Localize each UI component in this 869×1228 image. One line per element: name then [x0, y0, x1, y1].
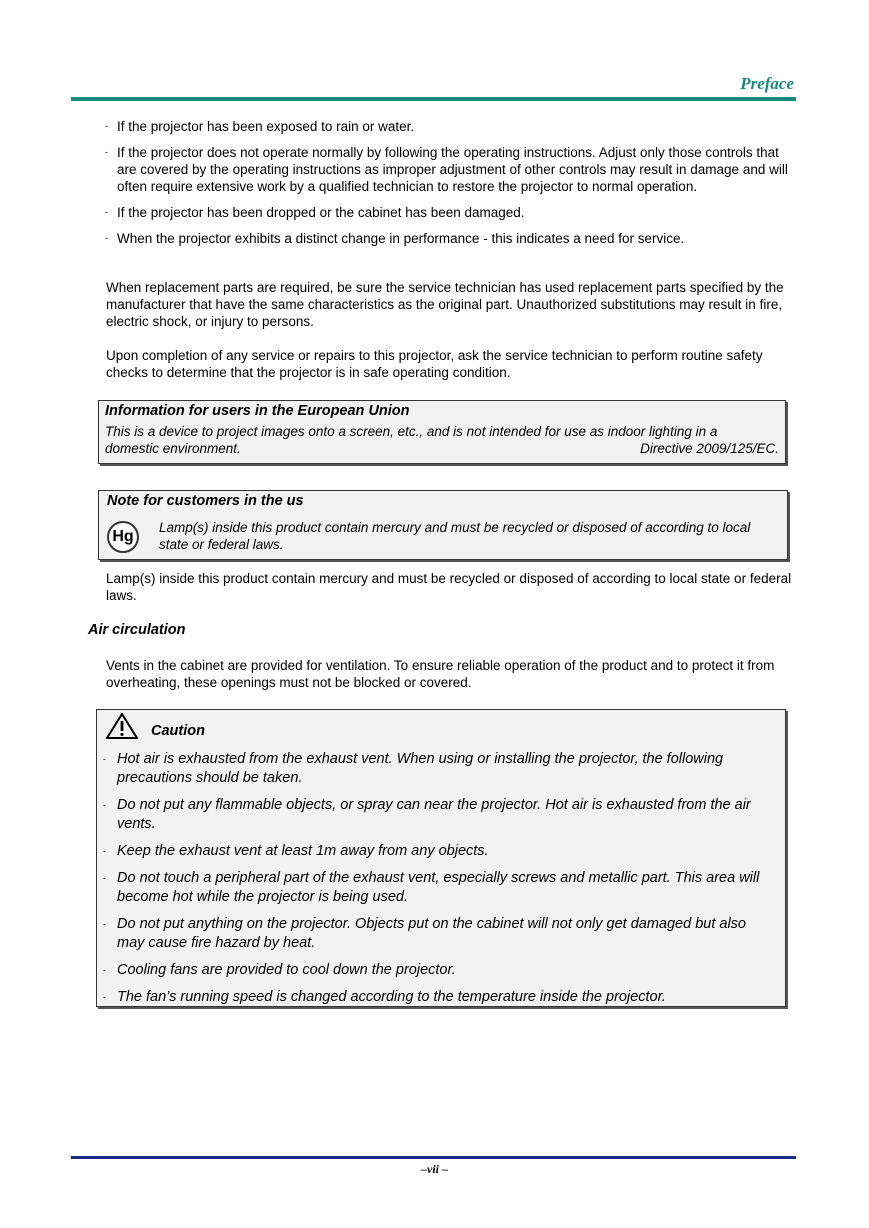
list-item	[105, 204, 795, 221]
safety-check-paragraph: Upon completion of any service or repairs to this projector, ask the service technician to perform routine safety checks to determine that the projector is in safe operating condition.	[106, 348, 763, 380]
list-item-text: If the projector does not operate normally by following the operating instructions. Adjust only those controls that are covered by the operating instructions as improper adjustment of other controls may result in damage and will often require extensive work by a qualified technician to restore the projector to normal operation.	[117, 145, 788, 194]
list-item	[103, 988, 773, 1007]
caution-header	[105, 712, 205, 740]
list-item-text: Do not put any flammable objects, or spray can near the projector. Hot air is exhausted from the air vents.	[117, 797, 751, 832]
bullet-marker: -	[103, 846, 106, 856]
page-number: –vii –	[421, 1162, 448, 1176]
list-item-text: When the projector exhibits a distinct change in performance - this indicates a need for service.	[117, 231, 685, 246]
list-item-text: Do not touch a peripheral part of the exhaust vent, especially screws and metallic part. This area will become hot while the projector is being used.	[117, 870, 760, 905]
bullet-marker: -	[103, 919, 106, 929]
footer-rule	[71, 1156, 796, 1159]
bullet-marker: -	[103, 873, 106, 883]
list-item	[105, 118, 795, 135]
caution-box	[96, 709, 786, 1007]
bullet-marker: -	[103, 965, 106, 975]
eu-box-text: This is a device to project images onto a screen, etc., and is not intended for use as indoor lighting in a	[105, 424, 718, 439]
list-item-text: If the projector has been dropped or the cabinet has been damaged.	[117, 205, 525, 220]
page-header-title: Preface	[740, 74, 794, 93]
bullet-marker: -	[103, 992, 106, 1002]
warning-triangle-icon	[105, 712, 139, 740]
list-item-text: If the projector has been exposed to rain or water.	[117, 119, 415, 134]
list-item	[103, 750, 773, 788]
list-item	[103, 869, 773, 907]
list-item	[105, 230, 795, 247]
eu-directive: Directive 2009/125/EC.	[640, 441, 779, 456]
eu-box-text-end: domestic environment.	[105, 441, 241, 456]
air-circulation-heading: Air circulation	[88, 622, 186, 638]
caution-title: Caution	[151, 723, 205, 739]
eu-box-text-row	[105, 440, 779, 457]
caution-list	[103, 750, 773, 1015]
list-item	[103, 842, 773, 861]
header-rule	[71, 97, 796, 101]
us-customers-box	[98, 490, 788, 560]
list-item-text: Do not put anything on the projector. Objects put on the cabinet will not only get damaged but also may cause fire hazard by heat.	[117, 916, 747, 951]
service-conditions-list	[105, 118, 795, 256]
bullet-marker: -	[103, 800, 106, 810]
list-item-text: The fan’s running speed is changed according to the temperature inside the projector.	[117, 989, 666, 1005]
list-item-text: Keep the exhaust vent at least 1m away from any objects.	[117, 843, 489, 859]
list-item	[103, 915, 773, 953]
mercury-hg-icon: Hg	[107, 521, 139, 553]
list-item	[103, 796, 773, 834]
list-item	[105, 144, 795, 195]
eu-box-title: Information for users in the European Union	[105, 403, 410, 419]
list-item-text: Cooling fans are provided to cool down the projector.	[117, 962, 456, 978]
bullet-marker: -	[103, 754, 106, 764]
eu-information-box	[98, 400, 786, 464]
bullet-marker: -	[105, 233, 108, 243]
replacement-parts-paragraph: When replacement parts are required, be sure the service technician has used replacement parts specified by the manufacturer that have the same characteristics as the original part. Unauthorized substitutions may result in fire, electric shock, or injury to persons.	[106, 280, 784, 329]
bullet-marker: -	[105, 121, 108, 131]
bullet-marker: -	[105, 207, 108, 217]
list-item	[103, 961, 773, 980]
lamp-disposal-paragraph: Lamp(s) inside this product contain mercury and must be recycled or disposed of according to local state or federal laws.	[106, 571, 792, 603]
us-box-text: Lamp(s) inside this product contain mercury and must be recycled or disposed of according to local state or federal laws.	[159, 520, 751, 552]
bullet-marker: -	[105, 147, 108, 157]
us-box-title: Note for customers in the us	[107, 493, 304, 509]
list-item-text: Hot air is exhausted from the exhaust vent. When using or installing the projector, the following precautions should be taken.	[117, 751, 724, 786]
air-circulation-paragraph: Vents in the cabinet are provided for ventilation. To ensure reliable operation of the product and to protect it from overheating, these openings must not be blocked or covered.	[106, 658, 775, 690]
